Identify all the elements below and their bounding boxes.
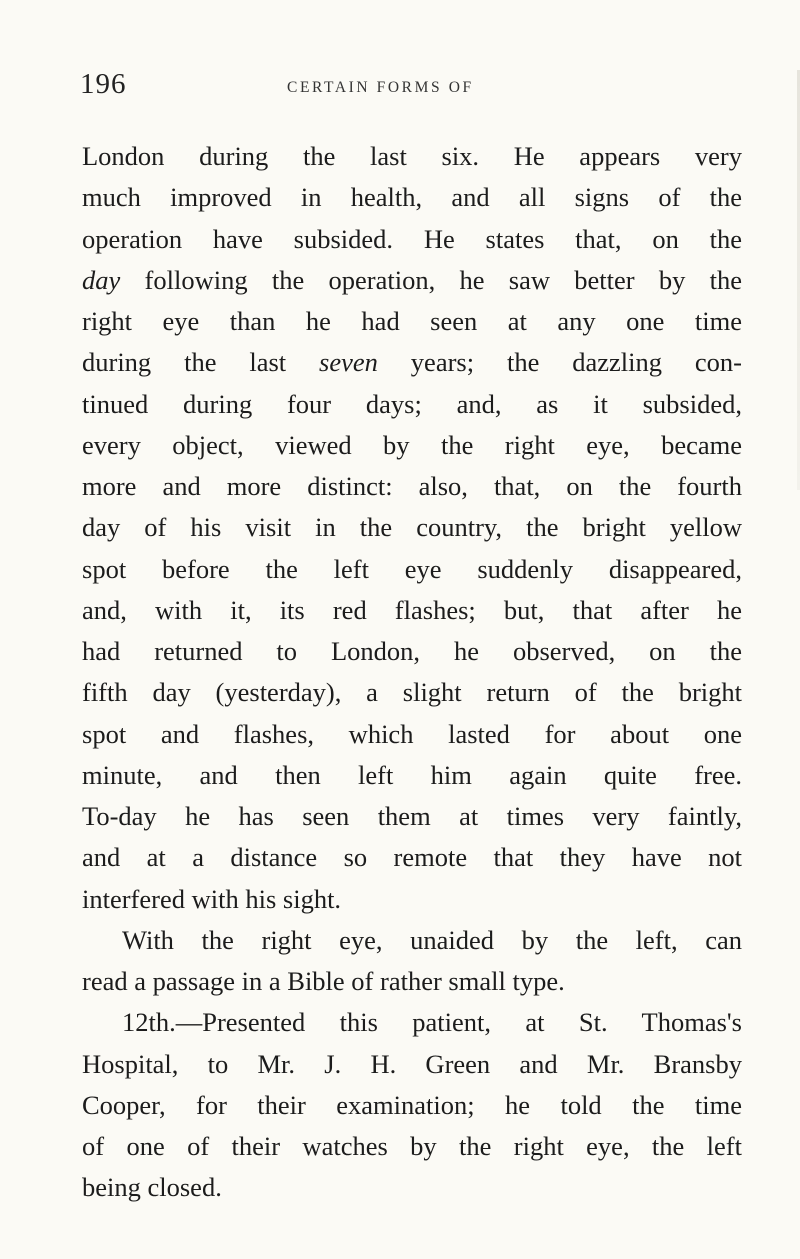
text-segment: read a passage in a Bible of rather small type. [82, 966, 565, 996]
text-segment: during the last [82, 347, 320, 378]
text-segment: right eye than he had seen at any one time [82, 306, 742, 336]
text-segment: every object, viewed by the right eye, became [82, 429, 742, 460]
text-segment: Hospital, to Mr. J. H. Green and Mr. Bransby [82, 1048, 742, 1079]
text-line [82, 755, 742, 796]
italic-text: seven [319, 347, 378, 378]
body-text [82, 136, 742, 1209]
text-segment: tinued during four days; and, as it subsided, [82, 388, 742, 419]
text-line [82, 136, 742, 177]
text-segment: had returned to London, he observed, on the [82, 636, 742, 666]
text-line [82, 879, 742, 920]
text-segment: interfered with his sight. [82, 883, 342, 914]
text-segment: being closed. [82, 1172, 222, 1203]
text-segment: much improved in health, and all signs of the [82, 182, 742, 213]
text-line [82, 549, 742, 590]
text-segment: London during the last six. He appears very [82, 141, 742, 171]
text-segment: spot and flashes, which lasted for about one [82, 718, 742, 749]
text-line [82, 961, 742, 1002]
italic-text: day [82, 264, 121, 295]
text-line [82, 425, 742, 466]
text-line [82, 631, 742, 672]
text-segment: and, with it, its red flashes; but, that after he [82, 594, 742, 625]
text-segment: operation have subsided. He states that, on the [82, 223, 742, 254]
text-segment: following the operation, he saw better by the [120, 264, 742, 295]
text-segment: day of his visit in the country, the bright yellow [82, 512, 742, 543]
text-line [82, 590, 742, 631]
text-line [82, 260, 742, 301]
text-line [82, 1126, 742, 1167]
text-line [82, 384, 742, 425]
text-segment: of one of their watches by the right eye, the left [82, 1131, 742, 1161]
text-segment: To-day he has seen them at times very faintly, [82, 801, 742, 831]
text-segment: years; the dazzling con- [377, 347, 742, 378]
text-line [82, 672, 742, 713]
text-line [82, 837, 742, 878]
text-line [82, 920, 742, 961]
text-line [82, 1002, 742, 1043]
text-line [82, 1085, 742, 1126]
page-number: 196 [80, 68, 127, 100]
text-line [82, 177, 742, 218]
page-header [80, 68, 740, 108]
text-segment: fifth day (yesterday), a slight return of the bright [82, 677, 742, 708]
running-head: CERTAIN FORMS OF [287, 79, 474, 96]
text-segment: 12th.—Presented this patient, at St. Thomas's [122, 1007, 742, 1038]
text-segment: and at a distance so remote that they have not [82, 842, 742, 873]
text-line [82, 466, 742, 507]
text-line [82, 342, 742, 383]
text-segment: minute, and then left him again quite free. [82, 759, 742, 790]
text-segment: spot before the left eye suddenly disappeared, [82, 553, 742, 584]
text-line [82, 1167, 742, 1208]
text-segment: With the right eye, unaided by the left, can [122, 924, 742, 955]
text-line [82, 714, 742, 755]
text-line [82, 301, 742, 342]
text-line [82, 219, 742, 260]
text-line [82, 1044, 742, 1085]
text-line [82, 796, 742, 837]
text-segment: Cooper, for their examination; he told the time [82, 1089, 742, 1120]
text-line [82, 507, 742, 548]
text-segment: more and more distinct: also, that, on the fourth [82, 471, 742, 501]
